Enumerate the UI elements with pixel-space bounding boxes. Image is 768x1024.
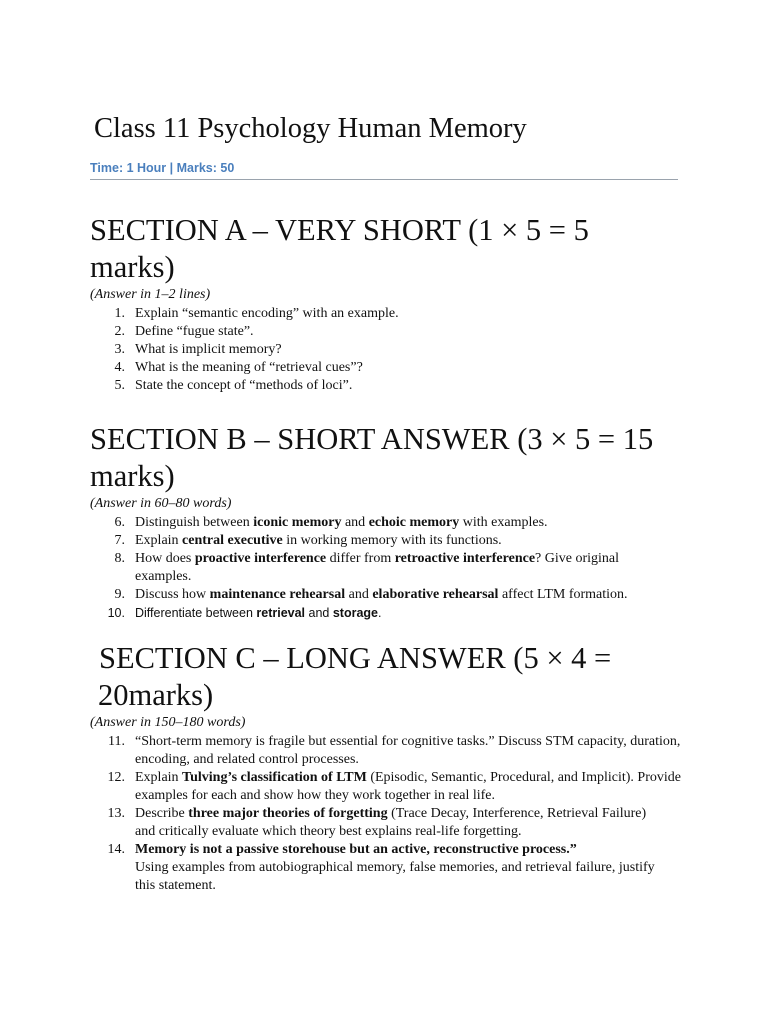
question-text: Differentiate between [135, 606, 257, 620]
key-term: central executive [182, 533, 283, 548]
question-text: Explain “semantic encoding” with an example. [135, 306, 399, 321]
question-text: in working memory with its functions. [282, 533, 502, 548]
question-text: Explain [135, 770, 183, 785]
question-number: 10. [107, 606, 125, 620]
question-item [90, 769, 683, 805]
key-term: retroactive interference [394, 551, 536, 566]
exam-meta: Time: 1 Hour | Marks: 50 [90, 161, 235, 175]
question-text: Describe [135, 806, 189, 821]
section-a-questions [90, 305, 690, 395]
question-number: 9. [114, 587, 125, 602]
section-b [90, 421, 690, 623]
key-term: retrieval [256, 606, 306, 620]
section-c-heading: SECTION C – LONG ANSWER (5 × 4 = 20marks) [98, 641, 612, 712]
key-term: storage [332, 606, 378, 620]
key-term: iconic memory [253, 515, 342, 530]
key-term: Memory is not a passive storehouse but an active, reconstructive process.” [135, 842, 577, 857]
question-item [90, 377, 695, 395]
question-text: What is the meaning of “retrieval cues”? [135, 360, 363, 375]
question-text: How does [135, 551, 195, 566]
question-number: 4. [114, 360, 125, 375]
question-number: 6. [114, 515, 125, 530]
section-b-questions [90, 514, 690, 623]
question-text: with examples. [459, 515, 548, 530]
question-number: 14. [107, 842, 125, 857]
question-text: Define “fugue state”. [135, 324, 254, 339]
question-number: 3. [114, 342, 125, 357]
question-text: and [345, 587, 373, 602]
question-item [90, 323, 695, 341]
section-b-note: (Answer in 60–80 words) [90, 496, 232, 511]
key-term: proactive interference [194, 551, 327, 566]
question-item [90, 586, 730, 604]
question-text: (Trace Decay, Interference, Retrieval Failure) and critically evaluate which theory best explains real-life forgetting. [135, 806, 647, 839]
key-term: elaborative rehearsal [372, 587, 499, 602]
question-text: What is implicit memory? [135, 342, 282, 357]
question-text: and [305, 606, 333, 620]
question-text: “Short-term memory is fragile but essential for cognitive tasks.” Discuss STM capacity, duration, encoding, and related control processes. [135, 734, 681, 767]
divider [90, 179, 678, 180]
section-c [90, 640, 690, 895]
question-item [90, 359, 695, 377]
question-text: (Episodic, Semantic, Procedural, and Implicit). Provide examples for each and show how they work together in real life. [135, 770, 681, 803]
question-item [90, 305, 695, 323]
question-text: and [341, 515, 369, 530]
question-number: 2. [114, 324, 125, 339]
key-term: echoic memory [368, 515, 460, 530]
question-item [90, 604, 695, 623]
section-a-note: (Answer in 1–2 lines) [90, 287, 211, 302]
question-number: 11. [108, 734, 125, 749]
question-number: 13. [107, 806, 125, 821]
section-a-heading: SECTION A – VERY SHORT (1 × 5 = 5 marks) [90, 213, 589, 284]
key-term: Tulving’s classification of LTM [182, 770, 367, 785]
question-text: Explain [135, 533, 183, 548]
section-b-heading: SECTION B – SHORT ANSWER (3 × 5 = 15 marks) [90, 422, 654, 493]
question-text: State the concept of “methods of loci”. [135, 378, 353, 393]
question-text: differ from [326, 551, 395, 566]
question-item [90, 841, 665, 895]
section-c-note: (Answer in 150–180 words) [90, 715, 246, 730]
question-item [90, 341, 695, 359]
page-title: Class 11 Psychology Human Memory [94, 113, 527, 144]
question-number: 1. [114, 306, 125, 321]
section-a [90, 212, 690, 395]
question-text: Using examples from autobiographical memory, false memories, and retrieval failure, justify this statement. [135, 860, 655, 893]
question-number: 12. [107, 770, 125, 785]
question-item [90, 805, 655, 841]
question-text: Distinguish between [135, 515, 254, 530]
question-number: 8. [114, 551, 125, 566]
question-item [90, 733, 685, 769]
question-text: affect LTM formation. [498, 587, 628, 602]
question-text: ? Give original examples. [135, 551, 620, 584]
question-item [90, 514, 695, 532]
question-number: 7. [114, 533, 125, 548]
section-c-questions [90, 733, 690, 895]
question-text: Discuss how [135, 587, 210, 602]
question-item [90, 550, 675, 586]
key-term: three major theories of forgetting [188, 806, 388, 821]
key-term: maintenance rehearsal [209, 587, 346, 602]
question-item [90, 532, 695, 550]
question-text: . [378, 606, 382, 620]
question-number: 5. [114, 378, 125, 393]
